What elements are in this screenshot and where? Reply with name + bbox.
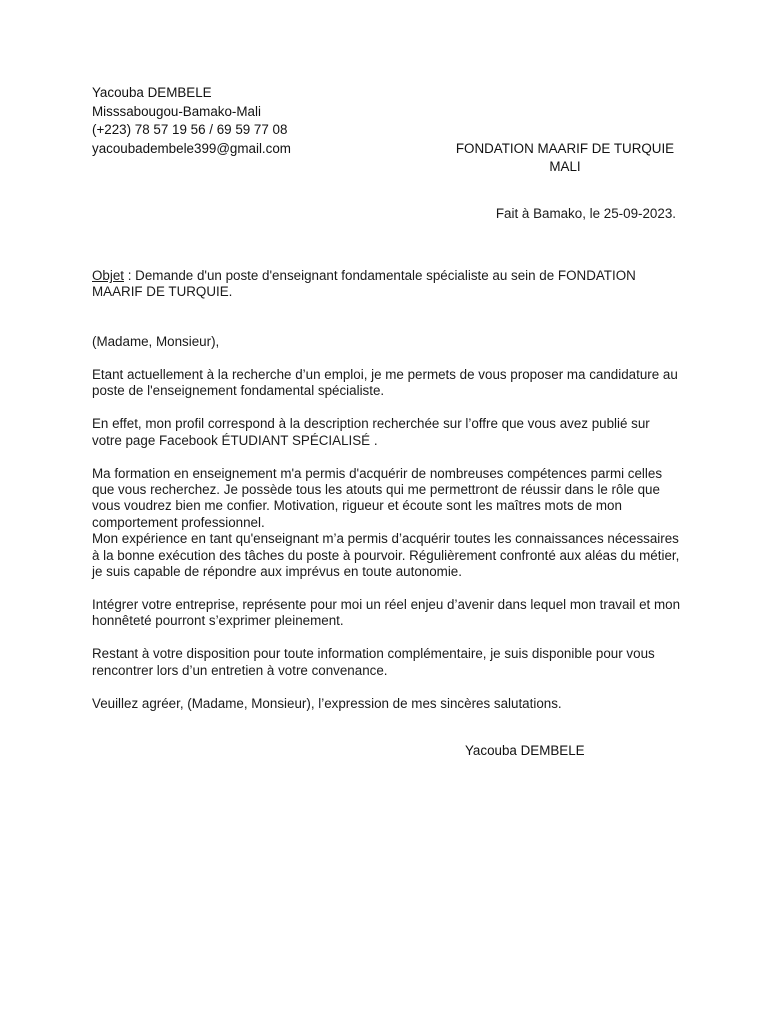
subject-line: [92, 268, 682, 301]
subject-text: : Demande d'un poste d'enseignant fondamentale spécialiste au sein de FONDATION MAARIF DE TURQUIE.: [92, 268, 636, 300]
paragraph: Mon expérience en tant qu'enseignant m’a permis d’acquérir toutes les connaissances nécessaires à la bonne exécution des tâches du poste à pourvoir. Régulièrement confronté aux aléas du métier, je suis capable de répondre aux imprévus en toute autonomie.: [92, 531, 680, 580]
date-line: Fait à Bamako, le 25-09-2023.: [495, 206, 676, 221]
subject-label: Objet: [92, 268, 125, 283]
sender-email: yacoubadembele399@gmail.com: [92, 140, 291, 156]
sender-name: Yacouba DEMBELE: [92, 85, 212, 100]
letter-body: [92, 268, 682, 729]
recipient-block: [440, 140, 690, 176]
sender-address: Misssabougou-Bamako-Mali: [92, 103, 261, 119]
paragraph: Etant actuellement à la recherche d’un emploi, je me permets de vous proposer ma candidature au poste de l'enseignement fondamental spécialiste.: [92, 366, 678, 399]
sender-block: [92, 84, 291, 158]
recipient-line-2: MALI: [549, 159, 581, 174]
recipient-line-1: FONDATION MAARIF DE TURQUIE: [455, 141, 675, 156]
paragraph: Ma formation en enseignement m'a permis d'acquérir de nombreuses compétences parmi celles que vous recherchez. Je possède tous les atouts qui me permettront de réussir dans le rôle que vous voudrez bien me confier. Motivation, rigueur et écoute sont les maîtres mots de mon comportement professionnel.: [92, 465, 663, 530]
paragraph: En effet, mon profil correspond à la description recherchée sur l’offre que vous avez publié sur votre page Facebook ÉTUDIANT SPÉCIALISÉ .: [92, 416, 650, 448]
paragraph: Intégrer votre entreprise, représente pour moi un réel enjeu d’avenir dans lequel mon travail et mon honnêteté pourront s’exprimer pleinement.: [92, 597, 681, 629]
closing-paragraph: Veuillez agréer, (Madame, Monsieur), l’expression de mes sincères salutations.: [92, 695, 562, 711]
signature: Yacouba DEMBELE: [465, 743, 585, 758]
sender-phone: (+223) 78 57 19 56 / 69 59 77 08: [92, 122, 288, 138]
salutation: (Madame, Monsieur),: [92, 333, 220, 349]
paragraph: Restant à votre disposition pour toute information complémentaire, je suis disponible pour vous rencontrer lors d’un entretien à votre convenance.: [92, 646, 655, 678]
